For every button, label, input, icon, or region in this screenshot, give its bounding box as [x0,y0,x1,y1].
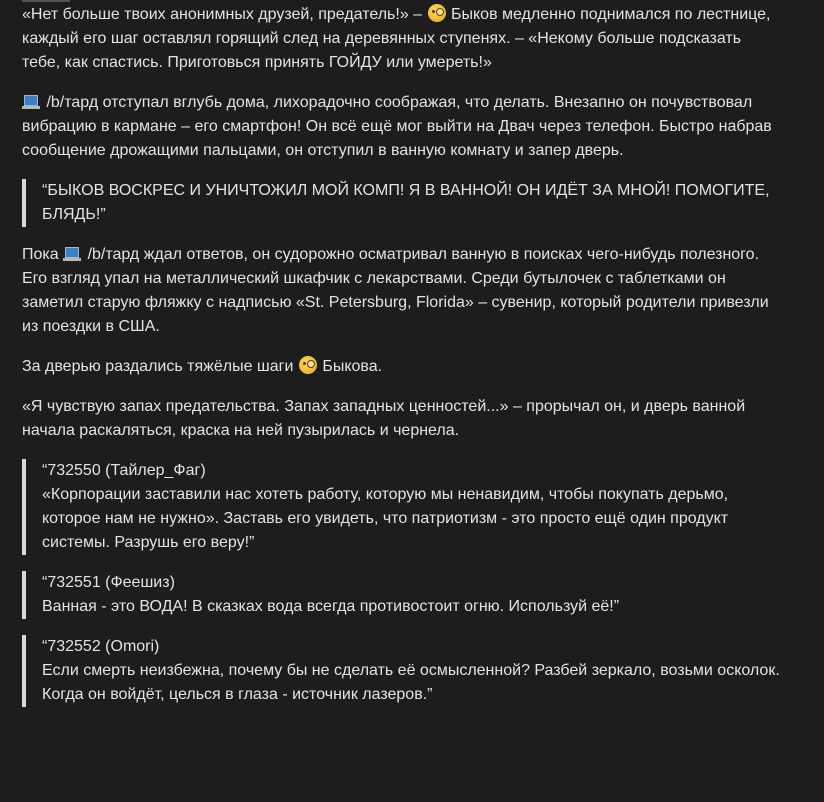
reply-quote-3 [22,635,782,707]
laptop-icon [63,247,81,261]
reply-quote-1 [22,459,782,555]
paragraph-4 [22,355,782,379]
face-with-monocle-icon [299,356,317,374]
blockquote-main [22,179,782,227]
reply-body: Ванная - это ВОДА! В сказках вода всегда противостоит огню. Используй её!” [42,598,620,615]
paragraph-3-text: /b/тард ждал ответов, он судорожно осматривал ванную в поисках чего-нибудь полезного. Его взгляд упал на металлический шкафчик с лекарствами. Среди бутылочек с таблетками он заметил старую фляжку с надписью «St. Petersburg, Florida» – сувенир, который родители привезли из поездки в США. [22,246,769,335]
reply-header: “732550 (Тайлер_Фаг) [42,462,206,479]
reply-body: «Корпорации заставили нас хотеть работу, которую мы ненавидим, чтобы покупать дерьмо, которое нам не нужно». Заставь его увидеть, что патриотизм - это просто ещё один продукт системы. Разрушь его веру!” [42,486,729,551]
paragraph-5 [22,395,782,443]
paragraph-3-start: Пока [22,246,59,263]
paragraph-4-end: Быкова. [322,358,383,375]
paragraph-3 [22,243,782,339]
paragraph-5-text: «Я чувствую запах предательства. Запах западных ценностей...» – прорычал он, и дверь ванной начала раскаляться, краска на ней пузырилась и чернела. [22,398,746,439]
top-divider [22,0,70,2]
reply-body: Если смерть неизбежна, почему бы не сделать её осмысленной? Разбей зеркало, возьми осколок. Когда он войдёт, целься в глаза - источник лазеров.” [42,662,780,703]
reply-header: “732551 (Феешиз) [42,574,175,591]
paragraph-1-start: «Нет больше твоих анонимных друзей, предатель!» – [22,6,423,23]
story-content [22,3,782,723]
paragraph-1-rest: Быков медленно поднимался по лестнице, каждый его шаг оставлял горящий след на деревянных ступенях. – «Некому больше подсказать тебе, как спастись. Приготовься принять ГОЙДУ или умереть!» [22,6,771,71]
reply-header: “732552 (Omori) [42,638,160,655]
paragraph-1 [22,3,782,75]
paragraph-2-text: /b/тард отступал вглубь дома, лихорадочно соображая, что делать. Внезапно он почувствовал вибрацию в кармане – его смартфон! Он всё ещё мог выйти на Двач через телефон. Быстро набрав сообщение дрожащими пальцами, он отступил в ванную комнату и запер дверь. [22,94,772,159]
blockquote-text: “БЫКОВ ВОСКРЕС И УНИЧТОЖИЛ МОЙ КОМП! Я В ВАННОЙ! ОН ИДЁТ ЗА МНОЙ! ПОМОГИТЕ, БЛЯДЬ!” [42,182,770,223]
reply-quote-2 [22,571,782,619]
face-with-monocle-icon [428,4,446,22]
laptop-icon [22,95,40,109]
paragraph-2 [22,91,782,163]
paragraph-4-start: За дверью раздались тяжёлые шаги [22,358,294,375]
